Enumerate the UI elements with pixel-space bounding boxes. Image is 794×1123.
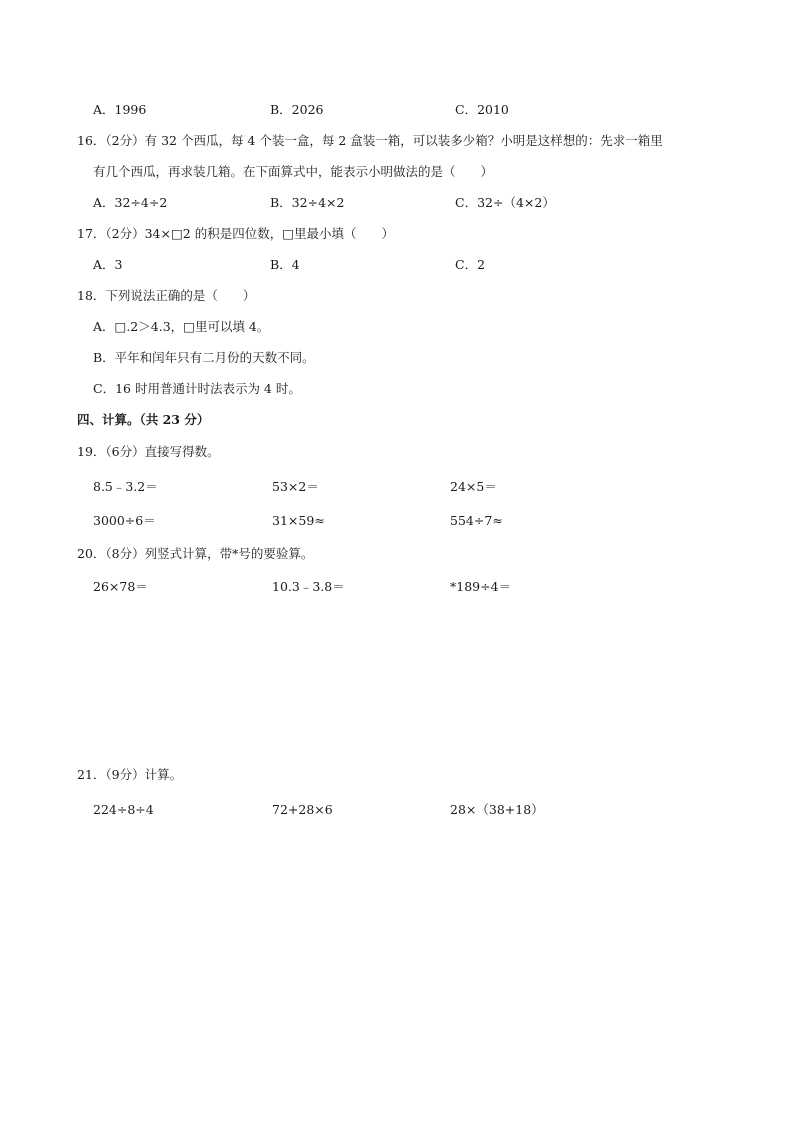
q20-item: 10.3﹣3.8＝	[272, 579, 345, 594]
q16-option-a: A．32÷4÷2	[93, 195, 168, 210]
q16-option-c: C．32÷（4×2）	[455, 195, 555, 210]
q21-item: 28×（38+18）	[450, 802, 544, 817]
q17-option-c: C．2	[455, 257, 486, 272]
q16-stem-line1: 16．（2分）有 32 个西瓜，每 4 个装一盒，每 2 盒装一箱，可以装多少箱？小明是这样想的：先求一箱里	[77, 133, 663, 148]
q17-option-b: B．4	[270, 257, 300, 272]
q18-option-c: C．16 时用普通计时法表示为 4 时。	[93, 381, 301, 396]
q21-item: 224÷8÷4	[93, 802, 154, 817]
q19-item: 8.5﹣3.2＝	[93, 479, 158, 494]
q19-item: 24×5＝	[450, 479, 497, 494]
q20-item: 26×78＝	[93, 579, 148, 594]
q18-stem: 18．下列说法正确的是（ ）	[77, 288, 256, 303]
q19-stem: 19．（6分）直接写得数。	[77, 444, 220, 459]
q16-option-b: B．32÷4×2	[270, 195, 345, 210]
q20-stem: 20．（8分）列竖式计算，带*号的要验算。	[77, 546, 314, 561]
q18-option-b: B．平年和闰年只有二月份的天数不同。	[93, 350, 315, 365]
q21-item: 72+28×6	[272, 802, 333, 817]
q15-option-a: A．1996	[93, 102, 147, 117]
q21-stem: 21．（9分）计算。	[77, 767, 183, 782]
q15-option-c: C．2010	[455, 102, 509, 117]
q17-stem: 17．（2分）34×□2 的积是四位数，□里最小填（ ）	[77, 226, 395, 241]
q16-stem-line2: 有几个西瓜，再求装几箱。在下面算式中，能表示小明做法的是（ ）	[93, 164, 494, 179]
q18-option-a: A．□.2＞4.3，□里可以填 4。	[93, 319, 270, 334]
q19-item: 554÷7≈	[450, 513, 503, 528]
q17-option-a: A．3	[93, 257, 123, 272]
q15-option-b: B．2026	[270, 102, 324, 117]
q19-item: 31×59≈	[272, 513, 325, 528]
q20-item: *189÷4＝	[450, 579, 512, 594]
q19-item: 3000÷6＝	[93, 513, 156, 528]
section-four-title: 四、计算。（共 23 分）	[77, 412, 210, 427]
q19-item: 53×2＝	[272, 479, 319, 494]
